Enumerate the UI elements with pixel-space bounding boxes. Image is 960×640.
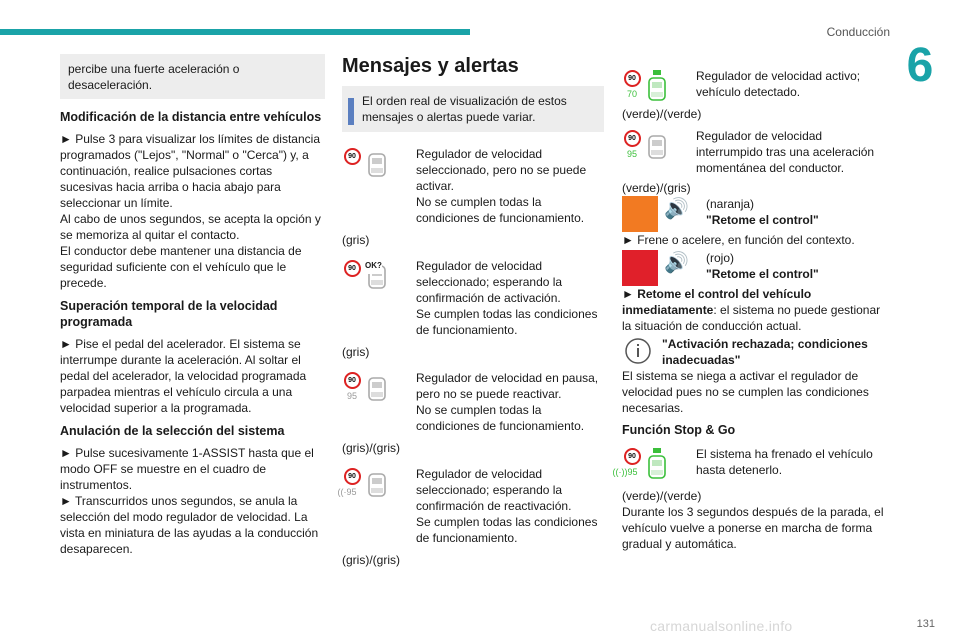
message-5: [622, 68, 884, 122]
message-title: "Retome el control": [706, 267, 819, 281]
paragraph: Durante los 3 segundos después de la parada, el vehículo vuelve a ponerse en marcha de forma gradual y automática.: [622, 505, 884, 551]
ok-label: OK?: [365, 258, 382, 274]
color-tag: (verde)/(verde): [622, 489, 702, 503]
speaker-icon: 🔊: [664, 252, 689, 274]
color-tag: (verde)/(gris): [622, 181, 691, 195]
message-9: [622, 336, 884, 416]
page-number: 131: [916, 618, 935, 630]
paragraph: ► Transcurridos unos segundos, se anula la selección del modo regulador de velocidad. La vista en miniatura de las ayudas a la conducción desaparecen.: [60, 494, 319, 556]
message-text: Se cumplen todas las condiciones de funcionamiento.: [416, 307, 598, 337]
info-icon: [348, 93, 354, 125]
message-3: [342, 370, 604, 456]
section-title: Conducción: [826, 25, 890, 39]
message-6: [622, 128, 884, 196]
heading-overspeed: Superación temporal de la velocidad programada: [60, 299, 278, 329]
message-text: Regulador de velocidad seleccionado, pero no se puede activar.: [416, 147, 587, 193]
car-icon: [646, 448, 668, 480]
heading-messages: Mensajes y alertas: [342, 55, 519, 77]
car-icon: [646, 70, 668, 102]
car-icon: [366, 372, 388, 404]
header-bar: [0, 29, 470, 35]
paragraph: Al cabo de unos segundos, se acepta la opción y se memoriza al quitar el contacto.: [60, 212, 321, 242]
note-text: percibe una fuerte aceleración o desaceleración.: [68, 62, 240, 92]
color-tag: (gris): [342, 345, 370, 359]
speed-sign-icon: 90: [342, 148, 362, 226]
car-icon: [366, 468, 388, 500]
message-text: No se cumplen todas la condiciones de funcionamiento.: [416, 195, 585, 225]
color-tag: (gris)/(gris): [342, 441, 400, 455]
paragraph: ► Pise el pedal del acelerador. El sistema se interrumpe durante la aceleración. Al soltar el pedal del acelerador, la velocidad programada parpadea mientras el vehículo circula a una velocidad superior a la programada.: [60, 337, 307, 415]
message-text: Se cumplen todas las condiciones de funcionamiento.: [416, 515, 598, 545]
heading-distance: Modificación de la distancia entre vehículos: [60, 110, 322, 124]
message-action: ► Frene o acelere, en función del contexto.: [622, 233, 855, 247]
message-title: "Retome el control": [706, 213, 819, 227]
speed-sign-icon: 90 95: [622, 130, 642, 176]
column-3: [612, 68, 884, 552]
info-text: El orden real de visualización de estos mensajes o alertas puede variar.: [362, 94, 567, 124]
speed-sign-icon: 90: [342, 260, 362, 338]
message-text: Regulador de velocidad interrumpido tras una aceleración momentánea del conductor.: [696, 129, 875, 175]
speed-sign-icon: 90 70: [622, 70, 642, 102]
message-text: El sistema se niega a activar el regulador de velocidad pues no se cumplen las condiciones necesarias.: [622, 369, 869, 415]
heading-stop-go: Función Stop & Go: [622, 423, 736, 437]
message-text: Regulador de velocidad en pausa, pero no se puede reactivar.: [416, 371, 599, 401]
message-text: No se cumplen todas la condiciones de funcionamiento.: [416, 403, 585, 433]
paragraph: El conductor debe mantener una distancia de seguridad suficiente con el vehículo que le precede.: [60, 244, 302, 290]
message-2: [342, 258, 604, 360]
message-1: [342, 146, 604, 248]
note-box: [60, 54, 325, 99]
column-1: [60, 54, 325, 561]
message-8: [622, 250, 884, 334]
speed-sign-icon: 90 95: [342, 372, 362, 434]
color-tag: (naranja): [706, 197, 755, 211]
color-tag: (gris)/(gris): [342, 553, 400, 567]
speed-sign-icon: 90 ((·95: [342, 468, 362, 546]
warning-orange-icon: [622, 196, 658, 232]
speed-sign-icon: 90 ((·))95: [622, 448, 642, 480]
message-text: El sistema ha frenado el vehículo hasta detenerlo.: [696, 447, 873, 477]
message-text: Regulador de velocidad seleccionado; esperando la confirmación de activación.: [416, 259, 563, 305]
message-title: "Activación rechazada; condiciones inadecuadas": [662, 337, 868, 367]
message-action: ► Retome el control del vehículo inmediatamente: el sistema no puede gestionar la situación de conducción actual.: [622, 287, 881, 333]
color-tag: (rojo): [706, 251, 735, 265]
info-box: [342, 86, 604, 132]
heading-cancel: Anulación de la selección del sistema: [60, 424, 285, 438]
speaker-icon: 🔊: [664, 198, 689, 220]
color-tag: (verde)/(verde): [622, 107, 702, 121]
paragraph: ► Pulse 3 para visualizar los límites de distancia programados ("Lejos", "Normal" o "Cerca") y, a continuación, realice pulsaciones cortas sucesivas hacia arriba o hacia abajo para seleccionar un límite.: [60, 132, 320, 210]
message-7: [622, 196, 884, 248]
paragraph: ► Pulse sucesivamente 1-ASSIST hasta que el modo OFF se muestre en el cuadro de instrumentos.: [60, 446, 314, 492]
car-icon: [646, 130, 668, 162]
watermark: carmanualsonline.info: [650, 618, 793, 634]
chapter-number: 6: [906, 39, 934, 92]
column-2: [337, 54, 604, 578]
info-circle-icon: [622, 336, 654, 366]
message-text: Regulador de velocidad seleccionado; esperando la confirmación de reactivación.: [416, 467, 572, 513]
message-4: [337, 466, 604, 568]
color-tag: (gris): [342, 233, 370, 247]
warning-red-icon: [622, 250, 658, 286]
car-icon: [366, 148, 388, 180]
message-text: Regulador de velocidad activo; vehículo detectado.: [696, 69, 861, 99]
